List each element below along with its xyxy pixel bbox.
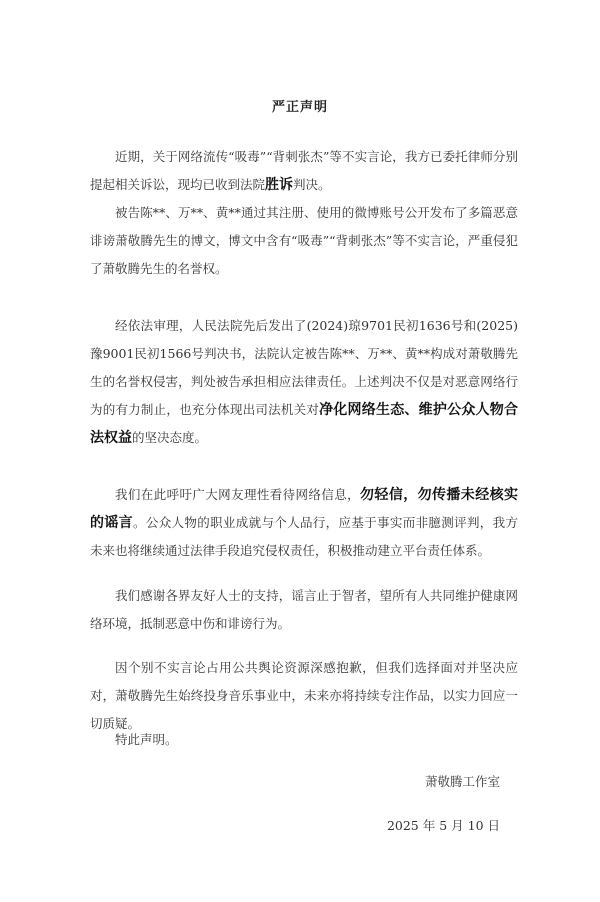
paragraph-lawsuit (90, 143, 518, 199)
paragraph-defendants: 被告陈**、万**、黄**通过其注册、使用的微博账号公开发布了多篇恶意诽谤萧敬腾先生的博文，博文中含有“吸毒”“背刺张杰”等不实言论，严重侵犯了萧敬腾先生的名誉权。 (90, 205, 518, 276)
paragraph-text: 经依法审理，人民法院先后发出了(2024)琼9701民初1636号和(2025)豫9001民初1566号判决书，法院认定被告陈**、万**、黄**构成对萧敬腾先生的名誉权侵害，判处被告承担相应法律责任。上述判决不仅是对恶意网络行为的有力制止，也充分体现出司法机关对 (90, 318, 518, 417)
paragraph-thanks: 我们感谢各界友好人士的支持，谣言止于智者，望所有人共同维护健康网络环境，抵制恶意中伤和诽谤行为。 (90, 588, 518, 631)
paragraph-judgment (90, 312, 518, 452)
paragraph-text: 我们在此呼吁广大网友理性看待网络信息， (115, 487, 361, 502)
highlight-text: 胜诉 (265, 177, 294, 193)
signature: 萧敬腾工作室 (424, 774, 500, 789)
statement-title: 严正声明 (271, 100, 328, 115)
paragraph-text: 的坚决态度。 (132, 430, 208, 445)
paragraph-text: 判决。 (293, 177, 331, 192)
highlight-text: 勿轻信，勿传播未经核实的谣言 (90, 487, 518, 531)
paragraph-apology: 因个别不实言论占用公共舆论资源深感抱歉，但我们选择面对并坚决应对，萧敬腾先生始终投身音乐事业中，未来亦将持续专注作品，以实力回应一切质疑。 (90, 660, 518, 731)
statement-date: 2025 年 5 月 10 日 (386, 818, 500, 833)
paragraph-appeal (90, 481, 518, 565)
paragraph-text: 近期，关于网络流传“吸毒”“背刺张杰”等不实言论，我方已委托律师分别提起相关诉讼，现均已收到法院 (90, 149, 518, 192)
paragraph-text: 。公众人物的职业成就与个人品行，应基于事实而非臆测评判，我方未来也将继续通过法律手段追究侵权责任，积极推动建立平台责任体系。 (90, 515, 518, 558)
paragraph-closing: 特此声明。 (115, 732, 178, 747)
highlight-text: 净化网络生态、维护公众人物合法权益 (90, 402, 518, 446)
